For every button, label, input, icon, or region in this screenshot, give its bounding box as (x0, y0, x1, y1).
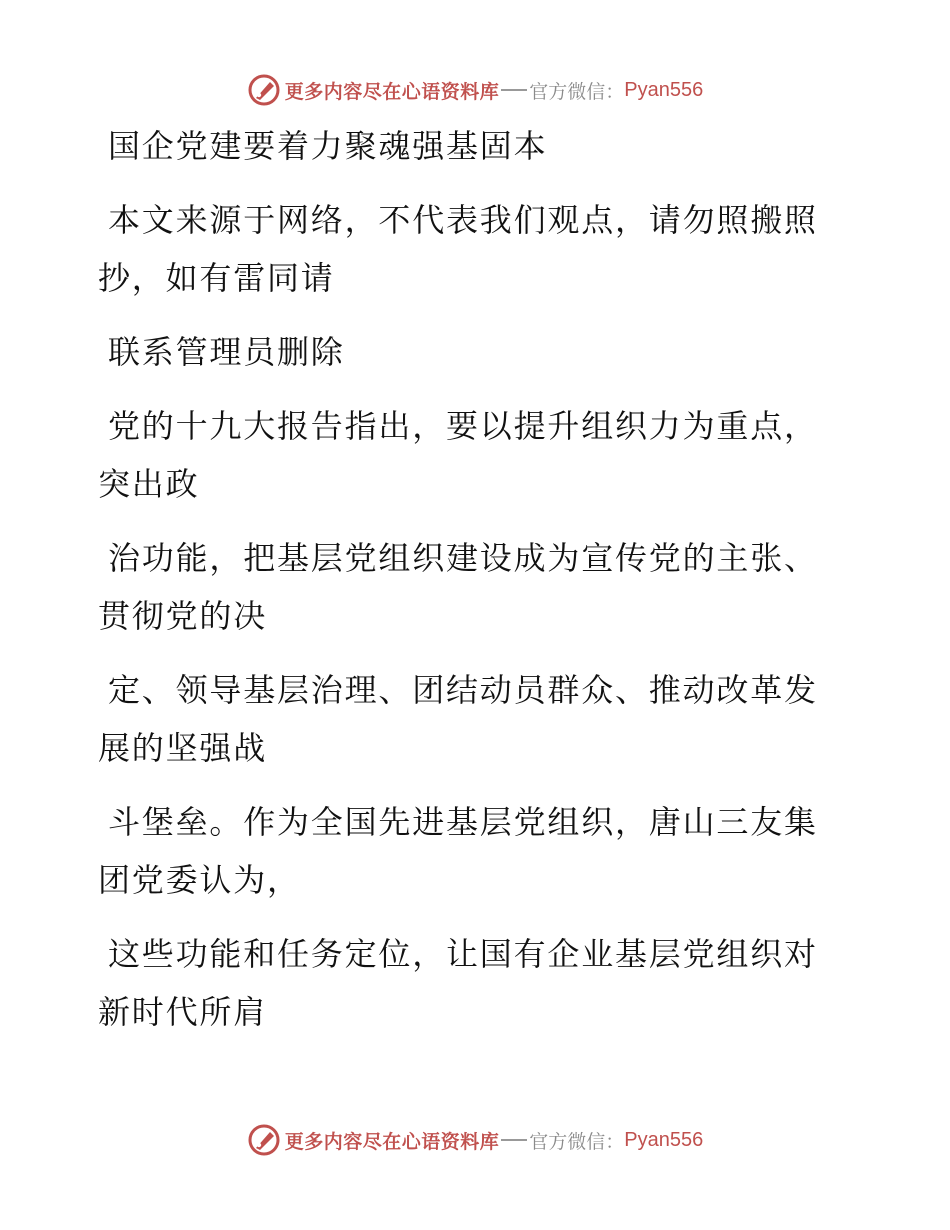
document-title: 国企党建要着力聚魂强基固本 (108, 127, 548, 165)
paragraph-6-line-1: 斗堡垒。作为全国先进基层党组织，唐山三友集 (108, 803, 818, 841)
paragraph-7-line-1: 这些功能和任务定位，让国有企业基层党组织对 (108, 935, 818, 973)
paragraph-6-line-2: 团党委认为， (98, 861, 301, 899)
paragraph-7-line-2: 新时代所肩 (98, 993, 268, 1031)
footer-brand-text: 更多内容尽在心语资料库 (284, 1130, 500, 1153)
paragraph-5-line-2: 展的坚强战 (98, 729, 268, 767)
header-banner (0, 70, 950, 110)
footer-wechat-label: 官方微信： (529, 1130, 625, 1153)
header-wechat-label: 官方微信： (529, 80, 625, 103)
pen-logo-icon (247, 1123, 281, 1157)
paragraph-3-line-2: 突出政 (98, 465, 200, 503)
paragraph-1-line-1: 本文来源于网络，不代表我们观点，请勿照搬照 (108, 201, 818, 239)
paragraph-5-line-1: 定、领导基层治理、团结动员群众、推动改革发 (108, 671, 818, 709)
paragraph-4-line-2: 贯彻党的决 (98, 597, 268, 635)
paragraph-4-line-1: 治功能，把基层党组织建设成为宣传党的主张、 (108, 539, 818, 577)
header-separator (501, 89, 527, 91)
footer-wechat-id: Pyan556 (624, 1128, 704, 1151)
footer-separator (501, 1139, 527, 1141)
pen-logo-icon (247, 73, 281, 107)
header-wechat-id: Pyan556 (624, 78, 704, 101)
paragraph-1-line-2: 抄，如有雷同请 (98, 259, 335, 297)
footer-banner (0, 1120, 950, 1160)
paragraph-3-line-1: 党的十九大报告指出，要以提升组织力为重点， (108, 407, 818, 445)
paragraph-2-line-1: 联系管理员删除 (108, 333, 345, 371)
header-brand-text: 更多内容尽在心语资料库 (284, 80, 500, 103)
